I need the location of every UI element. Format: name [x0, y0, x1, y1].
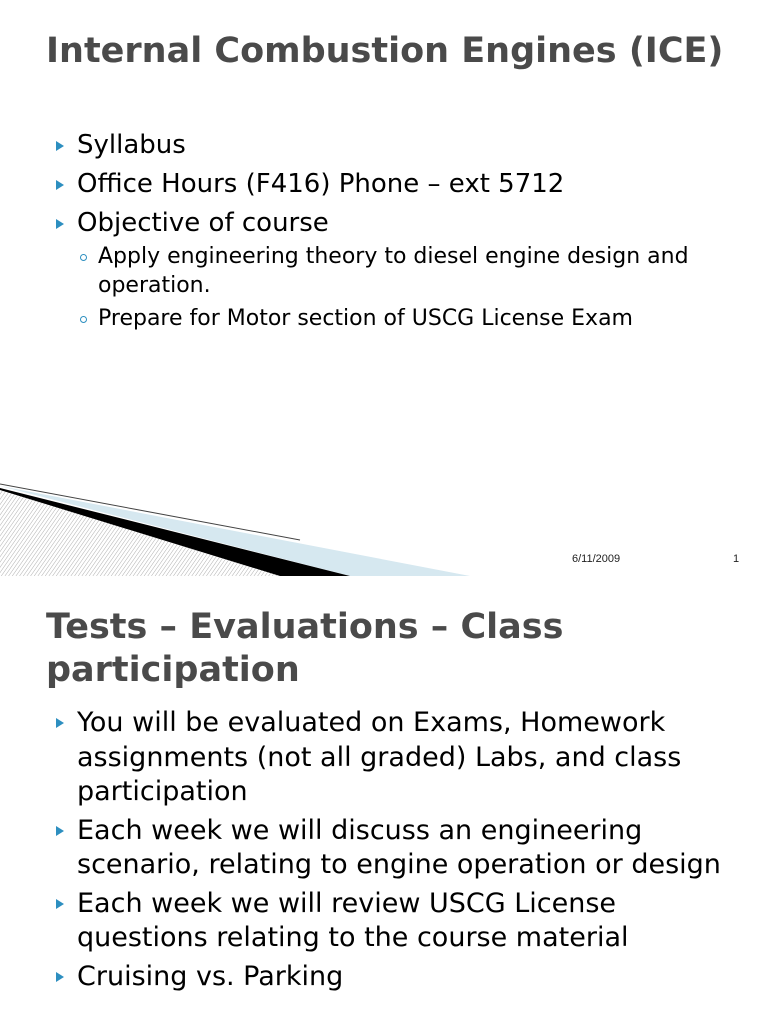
sub-bullet-item — [77, 242, 746, 300]
slide-2 — [0, 576, 768, 1024]
triangle-arrow-icon — [56, 718, 64, 728]
hollow-circle-icon — [80, 254, 87, 261]
bullet-text: Office Hours (F416) Phone – ext 5712 — [77, 169, 565, 199]
triangle-arrow-icon — [56, 141, 64, 151]
bullet-item — [46, 814, 726, 883]
triangle-arrow-icon — [56, 180, 64, 190]
bullet-text: Cruising vs. Parking — [77, 960, 344, 992]
bullet-item — [46, 206, 746, 333]
slide-number: 1 — [733, 553, 740, 565]
hollow-circle-icon — [80, 316, 87, 323]
bullet-item — [46, 960, 726, 995]
triangle-arrow-icon — [56, 219, 64, 229]
sub-bullet-text: Apply engineering theory to diesel engine design and operation. — [98, 244, 689, 298]
decorative-swoosh — [0, 478, 470, 576]
bullet-item — [46, 706, 726, 810]
bullet-list — [46, 128, 746, 338]
bullet-item — [46, 887, 726, 956]
sub-bullet-item — [77, 304, 746, 333]
bullet-text: Each week we will discuss an engineering scenario, relating to engine operation or design — [77, 814, 721, 880]
triangle-arrow-icon — [56, 899, 64, 909]
slide-title: Internal Combustion Engines (ICE) — [46, 31, 724, 71]
bullet-text: You will be evaluated on Exams, Homework assignments (not all graded) Labs, and class participation — [77, 707, 682, 807]
bullet-text: Syllabus — [77, 130, 186, 160]
sub-bullet-list — [77, 242, 746, 333]
bullet-item — [46, 167, 746, 201]
slide-title: Tests – Evaluations – Class participation — [46, 607, 564, 690]
bullet-text: Each week we will review USCG License questions relating to the course material — [77, 887, 629, 953]
sub-bullet-text: Prepare for Motor section of USCG License Exam — [98, 306, 633, 331]
footer-date: 6/11/2009 — [572, 553, 621, 565]
bullet-text: Objective of course — [77, 208, 329, 238]
bullet-item — [46, 128, 746, 162]
triangle-arrow-icon — [56, 826, 64, 836]
bullet-list — [46, 706, 726, 998]
triangle-arrow-icon — [56, 972, 64, 982]
